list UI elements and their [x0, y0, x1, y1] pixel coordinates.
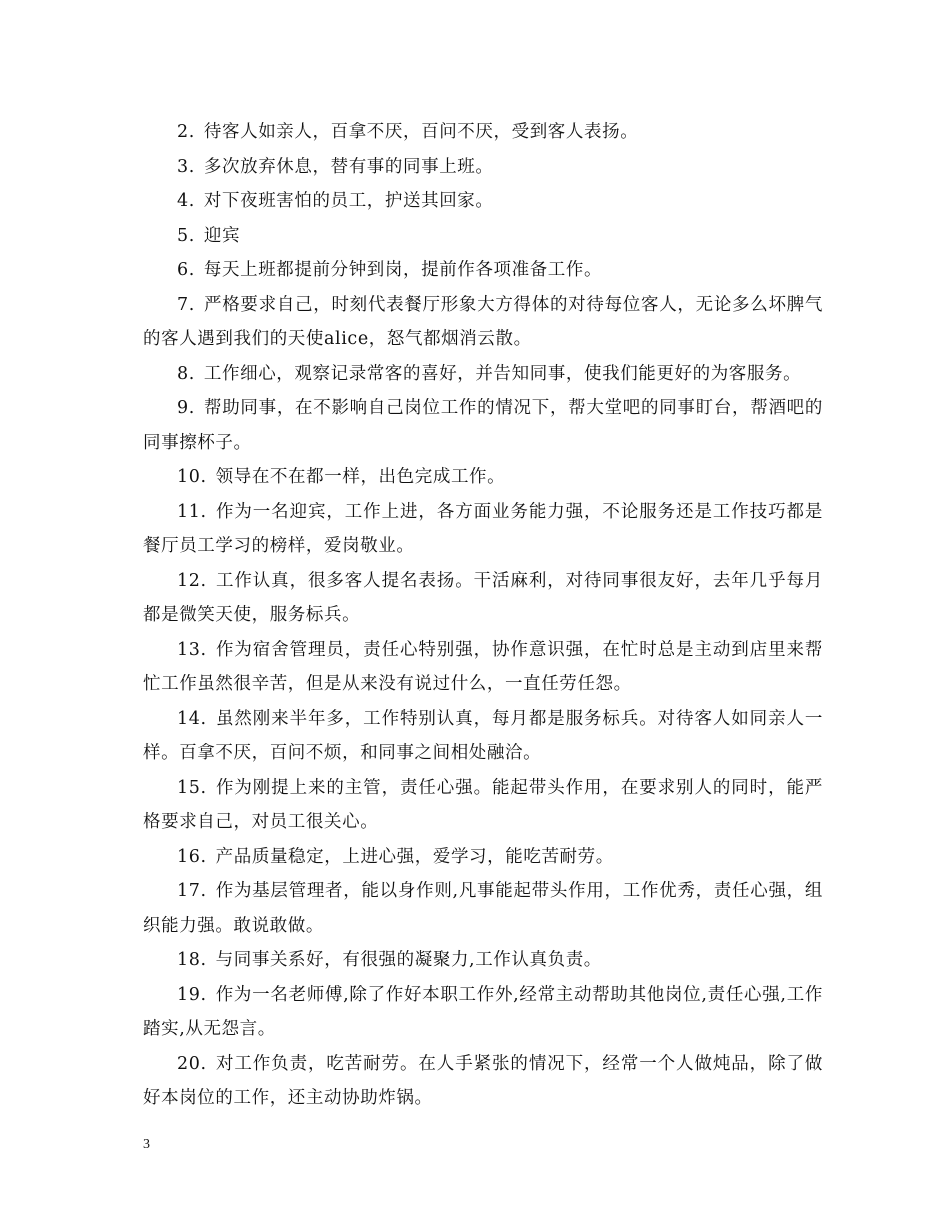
list-item	[143, 219, 823, 254]
item-number: 19.	[177, 984, 207, 1005]
item-number: 4.	[177, 191, 195, 211]
item-text: 作为宿舍管理员，责任心特别强，协作意识强，在忙时总是主动到店里来帮忙工作虽然很辛苦，但是从来没有说过什么，一直任劳任怨。	[143, 639, 823, 694]
list-item	[143, 840, 823, 875]
item-text: 领导在不在都一样，出色完成工作。	[215, 467, 506, 487]
item-text: 每天上班都提前分钟到岗，提前作各项准备工作。	[203, 260, 603, 280]
list-item	[143, 943, 823, 978]
item-number: 13.	[177, 639, 207, 660]
item-text: 对工作负责，吃苦耐劳。在人手紧张的情况下，经常一个人做炖品，除了做好本岗位的工作，还主动协助炸锅。	[143, 1053, 823, 1108]
list-item	[143, 702, 823, 771]
item-text: 帮助同事，在不影响自己岗位工作的情况下，帮大堂吧的同事盯台，帮酒吧的同事擦杯子。	[143, 398, 823, 453]
item-text: 虽然刚来半年多，工作特别认真，每月都是服务标兵。对待客人如同亲人一样。百拿不厌，百问不烦，和同事之间相处融洽。	[143, 708, 823, 763]
item-number: 15.	[177, 777, 207, 798]
item-number: 17.	[177, 881, 207, 901]
item-number: 16.	[177, 846, 207, 867]
item-text: 待客人如亲人，百拿不厌，百问不厌，受到客人表扬。	[203, 122, 639, 142]
item-text: 作为刚提上来的主管，责任心强。能起带头作用，在要求别人的同时，能严格要求自己，对员工很关心。	[143, 777, 823, 832]
item-number: 14.	[177, 708, 207, 729]
item-text: 产品质量稳定，上进心强，爱学习，能吃苦耐劳。	[215, 846, 614, 867]
list-item	[143, 288, 823, 357]
item-text: 多次放弃休息，替有事的同事上班。	[203, 156, 494, 177]
list-item	[143, 357, 823, 392]
page-number: 3	[143, 1137, 150, 1152]
item-number: 20.	[177, 1053, 207, 1074]
list-item	[143, 495, 823, 564]
list-item	[143, 253, 823, 288]
item-number: 8.	[177, 363, 195, 384]
item-number: 2.	[177, 122, 195, 142]
list-item	[143, 150, 823, 185]
item-text: 作为一名老师傅,除了作好本职工作外,经常主动帮助其他岗位,责任心强,工作踏实,从无怨言。	[143, 984, 823, 1039]
list-item	[143, 184, 823, 219]
item-text: 作为一名迎宾，工作上进，各方面业务能力强，不论服务还是工作技巧都是餐厅员工学习的榜样，爱岗敬业。	[143, 501, 823, 556]
list-item	[143, 564, 823, 633]
item-number: 10.	[177, 467, 207, 487]
item-number: 12.	[177, 570, 207, 591]
item-text: 对下夜班害怕的员工，护送其回家。	[203, 191, 494, 211]
item-number: 9.	[177, 398, 195, 418]
item-number: 6.	[177, 260, 195, 280]
list-item	[143, 115, 823, 150]
list-item	[143, 874, 823, 943]
document-body	[143, 115, 823, 1116]
list-item	[143, 978, 823, 1047]
item-text: 作为基层管理者，能以身作则,凡事能起带头作用，工作优秀，责任心强，组织能力强。敢说敢做。	[143, 881, 823, 936]
list-item	[143, 391, 823, 460]
list-item	[143, 771, 823, 840]
item-number: 7.	[177, 294, 195, 315]
item-text: 严格要求自己，时刻代表餐厅形象大方得体的对待每位客人，无论多么坏脾气的客人遇到我们的天使alice，怒气都烟消云散。	[143, 294, 823, 349]
list-item	[143, 460, 823, 495]
item-text: 工作细心，观察记录常客的喜好，并告知同事，使我们能更好的为客服务。	[203, 363, 802, 384]
item-text: 工作认真，很多客人提名表扬。干活麻利，对待同事很友好，去年几乎每月都是微笑天使，服务标兵。	[143, 570, 823, 625]
list-item	[143, 633, 823, 702]
list-item	[143, 1047, 823, 1116]
item-number: 18.	[177, 950, 207, 970]
item-number: 5.	[177, 225, 195, 246]
item-text: 迎宾	[203, 225, 241, 246]
item-number: 11.	[177, 501, 207, 522]
item-number: 3.	[177, 156, 195, 177]
item-text: 与同事关系好，有很强的凝聚力,工作认真负责。	[215, 950, 602, 970]
